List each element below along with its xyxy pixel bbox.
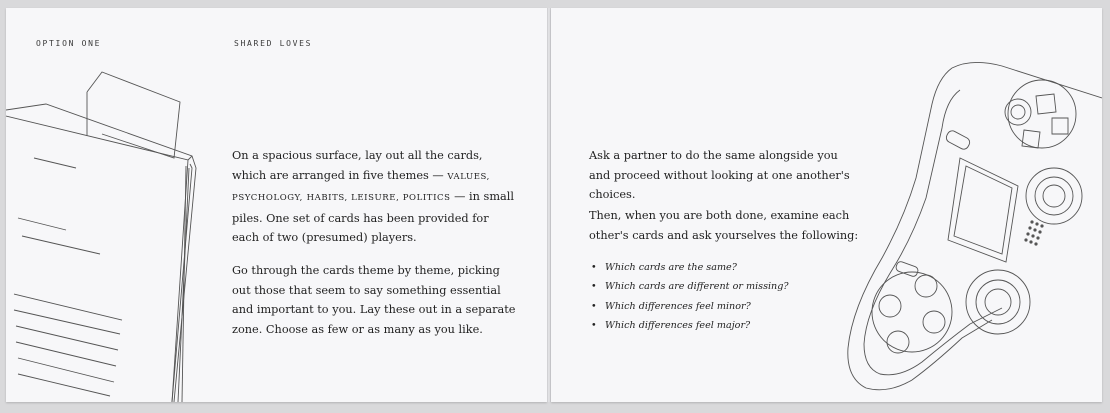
question-item: • Which cards are different or missing? [589,277,789,296]
section-title: SHARED LOVES [234,39,313,48]
left-page [6,8,547,402]
controller-illustration [842,8,1102,402]
question-item: • Which cards are the same? [589,258,789,277]
section-label: OPTION ONE [36,39,102,48]
book-illustration [6,8,206,402]
right-page [551,8,1102,402]
question-list [589,258,789,336]
question-item: • Which differences feel minor? [589,297,789,316]
question-item: • Which differences feel major? [589,316,789,335]
instructions-paragraph-1: On a spacious surface, lay out all the cards, which are arranged in five themes — VALUES, PSYCHOLOGY, HABITS, LEISURE, POLITICS — in small piles. One set of cards has been provided for each of two (presumed) players. [232,149,514,244]
instructions-paragraph-4: Then, when you are both done, examine each other's cards and ask yourselves the following: [589,209,859,242]
instructions-paragraph-2: Go through the cards theme by theme, picking out those that seem to say something essential and important to you. Lay these out in a separate zone. Choose as few or as many as you like. [232,264,516,336]
instructions-paragraph-3: Ask a partner to do the same alongside you and proceed without looking at one another's choices. [589,149,850,201]
